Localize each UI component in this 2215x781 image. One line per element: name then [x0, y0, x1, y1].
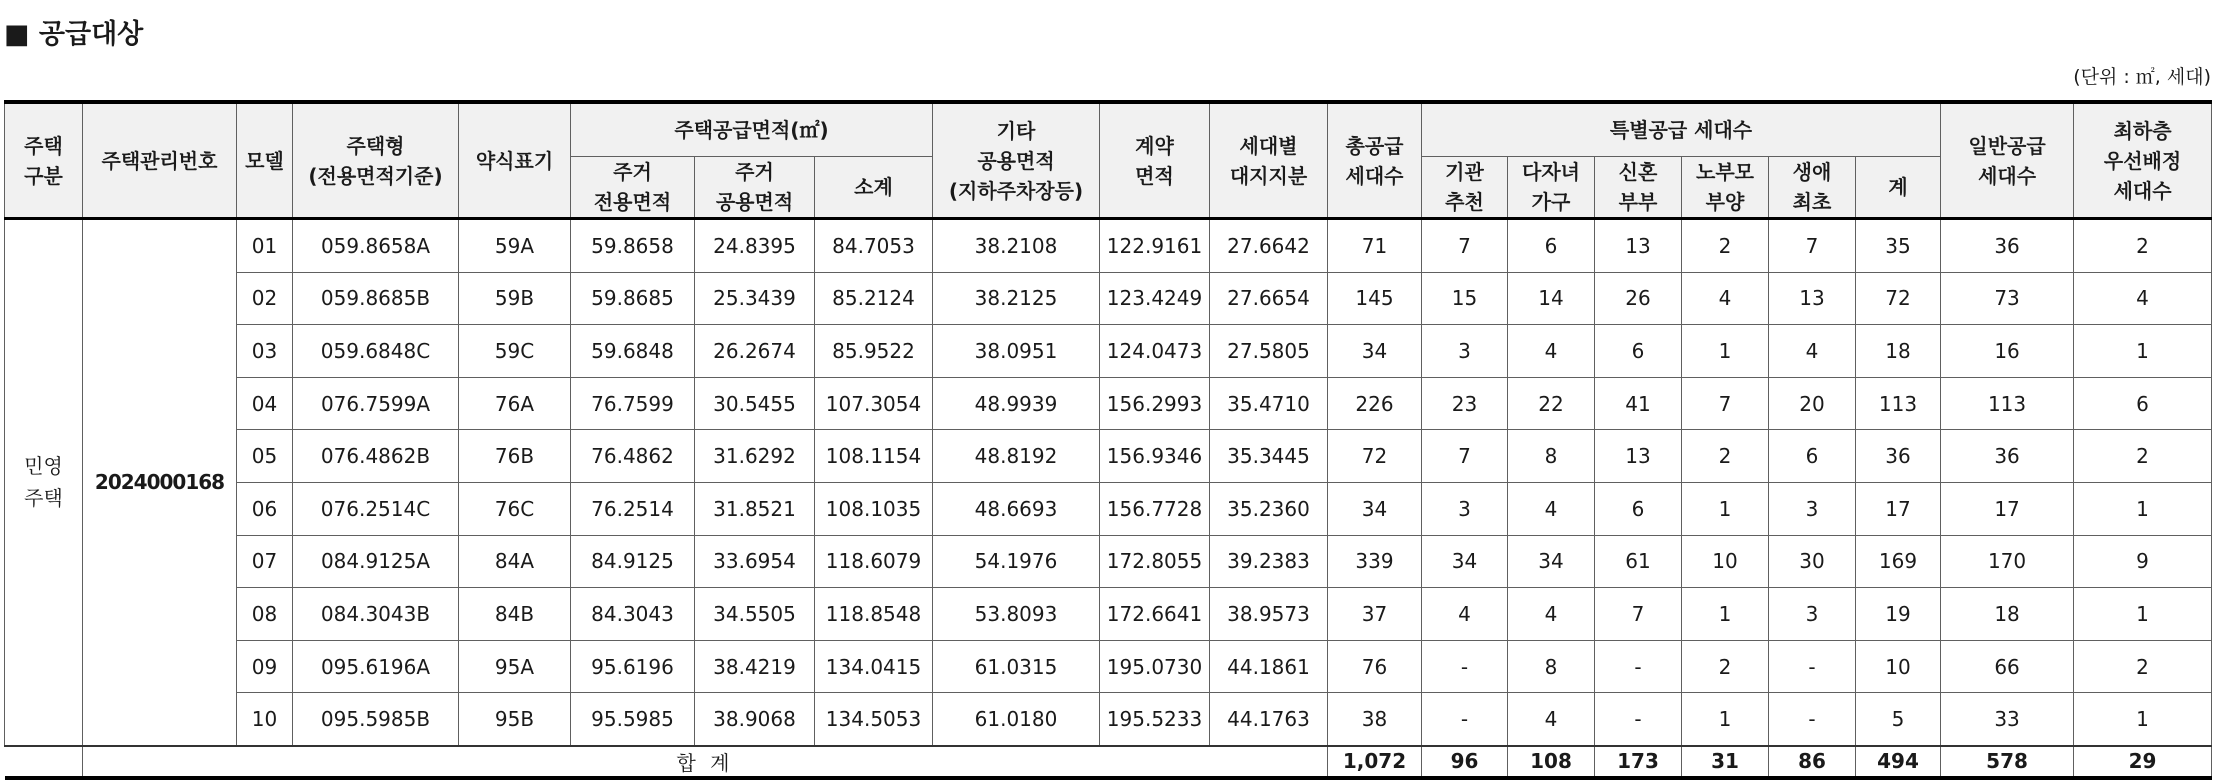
cell-general: 170	[1941, 535, 2074, 588]
cell-land: 35.2360	[1210, 482, 1328, 535]
cell-first: 3	[1769, 482, 1856, 535]
cell-inst: 23	[1422, 377, 1508, 430]
cell-lowest: 1	[2074, 325, 2212, 378]
cell-comm: 24.8395	[695, 219, 815, 273]
cell-lowest: 1	[2074, 693, 2212, 746]
header-exclusive-area: 주거 전용면적	[571, 157, 695, 219]
cell-model: 01	[237, 219, 293, 273]
table-row	[5, 272, 2212, 325]
cell-newly: 26	[1595, 272, 1682, 325]
cell-contract: 156.7728	[1100, 482, 1210, 535]
cell-total: 71	[1328, 219, 1422, 273]
total-ssum: 494	[1856, 746, 1941, 778]
cell-comm: 31.6292	[695, 430, 815, 483]
cell-land: 38.9573	[1210, 588, 1328, 641]
cell-first: 13	[1769, 272, 1856, 325]
header-row-1	[5, 102, 2212, 157]
cell-general: 18	[1941, 588, 2074, 641]
cell-short: 59A	[459, 219, 571, 273]
header-short-name: 약식표기	[459, 102, 571, 219]
cell-comm: 31.8521	[695, 482, 815, 535]
table-row	[5, 693, 2212, 746]
table-row	[5, 640, 2212, 693]
cell-general: 17	[1941, 482, 2074, 535]
cell-contract: 195.0730	[1100, 640, 1210, 693]
cell-contract: 195.5233	[1100, 693, 1210, 746]
cell-excl: 76.4862	[571, 430, 695, 483]
cell-lowest: 1	[2074, 482, 2212, 535]
cell-elder: 1	[1682, 588, 1769, 641]
header-special-group: 특별공급 세대수	[1422, 102, 1941, 157]
cell-short: 59C	[459, 325, 571, 378]
header-total-supply: 총공급 세대수	[1328, 102, 1422, 219]
cell-first: -	[1769, 693, 1856, 746]
cell-inst: 3	[1422, 482, 1508, 535]
table-row	[5, 588, 2212, 641]
cell-short: 59B	[459, 272, 571, 325]
cell-other: 61.0315	[933, 640, 1100, 693]
cell-type: 076.2514C	[293, 482, 459, 535]
table-row	[5, 219, 2212, 273]
table-row	[5, 377, 2212, 430]
header-institution: 기관 추천	[1422, 157, 1508, 219]
cell-short: 95B	[459, 693, 571, 746]
cell-land: 44.1861	[1210, 640, 1328, 693]
cell-elder: 1	[1682, 693, 1769, 746]
cell-type: 076.4862B	[293, 430, 459, 483]
cell-comm: 38.9068	[695, 693, 815, 746]
cell-comm: 30.5455	[695, 377, 815, 430]
cell-model: 05	[237, 430, 293, 483]
cell-elder: 2	[1682, 430, 1769, 483]
table-body	[5, 219, 2212, 778]
cell-general: 36	[1941, 219, 2074, 273]
cell-short: 76A	[459, 377, 571, 430]
cell-contract: 172.6641	[1100, 588, 1210, 641]
cell-newly: 13	[1595, 219, 1682, 273]
cell-comm: 33.6954	[695, 535, 815, 588]
cell-total: 34	[1328, 325, 1422, 378]
cell-other: 48.6693	[933, 482, 1100, 535]
total-newly: 173	[1595, 746, 1682, 778]
header-first-time: 생애 최초	[1769, 157, 1856, 219]
total-row	[5, 746, 2212, 778]
cell-land: 35.4710	[1210, 377, 1328, 430]
cell-first: 20	[1769, 377, 1856, 430]
total-total: 1,072	[1328, 746, 1422, 778]
cell-elder: 2	[1682, 640, 1769, 693]
cell-sub: 134.0415	[815, 640, 933, 693]
cell-first: 3	[1769, 588, 1856, 641]
cell-elder: 10	[1682, 535, 1769, 588]
cell-ssum: 10	[1856, 640, 1941, 693]
cell-type: 084.9125A	[293, 535, 459, 588]
cell-other: 54.1976	[933, 535, 1100, 588]
cell-general: 73	[1941, 272, 2074, 325]
header-management-no: 주택관리번호	[83, 102, 237, 219]
unit-note: (단위 : ㎡, 세대)	[2073, 66, 2211, 88]
header-multi-child: 다자녀 가구	[1508, 157, 1595, 219]
cell-other: 61.0180	[933, 693, 1100, 746]
cell-comm: 34.5505	[695, 588, 815, 641]
cell-comm: 38.4219	[695, 640, 815, 693]
header-special-sum: 계	[1856, 157, 1941, 219]
cell-ssum: 18	[1856, 325, 1941, 378]
cell-ssum: 169	[1856, 535, 1941, 588]
cell-sub: 118.8548	[815, 588, 933, 641]
cell-multi: 4	[1508, 693, 1595, 746]
header-elderly: 노부모 부양	[1682, 157, 1769, 219]
cell-lowest: 2	[2074, 430, 2212, 483]
cell-newly: 13	[1595, 430, 1682, 483]
cell-inst: 15	[1422, 272, 1508, 325]
cell-short: 76B	[459, 430, 571, 483]
cell-multi: 4	[1508, 482, 1595, 535]
cell-lowest: 2	[2074, 219, 2212, 273]
cell-ssum: 113	[1856, 377, 1941, 430]
cell-general: 33	[1941, 693, 2074, 746]
table-row	[5, 535, 2212, 588]
cell-sub: 85.2124	[815, 272, 933, 325]
cell-elder: 1	[1682, 482, 1769, 535]
cell-comm: 26.2674	[695, 325, 815, 378]
cell-first: -	[1769, 640, 1856, 693]
cell-general: 16	[1941, 325, 2074, 378]
cell-inst: 7	[1422, 430, 1508, 483]
cell-multi: 8	[1508, 430, 1595, 483]
cell-lowest: 9	[2074, 535, 2212, 588]
cell-multi: 4	[1508, 588, 1595, 641]
cell-model: 08	[237, 588, 293, 641]
cell-first: 30	[1769, 535, 1856, 588]
cell-model: 04	[237, 377, 293, 430]
cell-model: 06	[237, 482, 293, 535]
cell-excl: 59.8685	[571, 272, 695, 325]
header-common-area: 주거 공용면적	[695, 157, 815, 219]
total-lowest: 29	[2074, 746, 2212, 778]
cell-short: 84B	[459, 588, 571, 641]
cell-excl: 95.6196	[571, 640, 695, 693]
table-row	[5, 325, 2212, 378]
cell-ssum: 19	[1856, 588, 1941, 641]
cell-type: 059.6848C	[293, 325, 459, 378]
cell-excl: 84.9125	[571, 535, 695, 588]
cell-total: 76	[1328, 640, 1422, 693]
cell-ssum: 36	[1856, 430, 1941, 483]
cell-elder: 1	[1682, 325, 1769, 378]
header-general-supply: 일반공급 세대수	[1941, 102, 2074, 219]
cell-newly: -	[1595, 640, 1682, 693]
total-blank-cell	[5, 746, 83, 778]
cell-elder: 4	[1682, 272, 1769, 325]
cell-short: 95A	[459, 640, 571, 693]
total-inst: 96	[1422, 746, 1508, 778]
cell-multi: 34	[1508, 535, 1595, 588]
cell-model: 07	[237, 535, 293, 588]
cell-multi: 4	[1508, 325, 1595, 378]
cell-total: 72	[1328, 430, 1422, 483]
cell-total: 37	[1328, 588, 1422, 641]
cell-multi: 8	[1508, 640, 1595, 693]
cell-total: 38	[1328, 693, 1422, 746]
cell-lowest: 6	[2074, 377, 2212, 430]
cell-contract: 122.9161	[1100, 219, 1210, 273]
cell-type: 076.7599A	[293, 377, 459, 430]
cell-other: 38.0951	[933, 325, 1100, 378]
cell-contract: 124.0473	[1100, 325, 1210, 378]
cell-contract: 156.9346	[1100, 430, 1210, 483]
cell-inst: 7	[1422, 219, 1508, 273]
cell-lowest: 1	[2074, 588, 2212, 641]
cell-general: 36	[1941, 430, 2074, 483]
cell-type: 095.6196A	[293, 640, 459, 693]
cell-elder: 7	[1682, 377, 1769, 430]
cell-sub: 107.3054	[815, 377, 933, 430]
cell-first: 6	[1769, 430, 1856, 483]
cell-excl: 95.5985	[571, 693, 695, 746]
cell-total: 226	[1328, 377, 1422, 430]
housing-type-cell: 민영 주택	[5, 219, 83, 746]
cell-excl: 59.8658	[571, 219, 695, 273]
cell-land: 39.2383	[1210, 535, 1328, 588]
header-lowest-floor: 최하층 우선배정 세대수	[2074, 102, 2212, 219]
cell-ssum: 72	[1856, 272, 1941, 325]
cell-model: 09	[237, 640, 293, 693]
cell-sub: 108.1154	[815, 430, 933, 483]
cell-newly: 6	[1595, 482, 1682, 535]
cell-ssum: 35	[1856, 219, 1941, 273]
header-model: 모델	[237, 102, 293, 219]
cell-type: 095.5985B	[293, 693, 459, 746]
cell-contract: 123.4249	[1100, 272, 1210, 325]
header-newlywed: 신혼 부부	[1595, 157, 1682, 219]
cell-other: 38.2108	[933, 219, 1100, 273]
cell-comm: 25.3439	[695, 272, 815, 325]
header-other-common: 기타 공용면적 (지하주차장등)	[933, 102, 1100, 219]
total-multi: 108	[1508, 746, 1595, 778]
cell-first: 7	[1769, 219, 1856, 273]
cell-land: 44.1763	[1210, 693, 1328, 746]
cell-newly: 7	[1595, 588, 1682, 641]
cell-excl: 59.6848	[571, 325, 695, 378]
header-house-type: 주택형 (전용면적기준)	[293, 102, 459, 219]
header-housing-type: 주택 구분	[5, 102, 83, 219]
cell-newly: 61	[1595, 535, 1682, 588]
cell-excl: 76.2514	[571, 482, 695, 535]
cell-total: 145	[1328, 272, 1422, 325]
cell-ssum: 17	[1856, 482, 1941, 535]
cell-inst: 34	[1422, 535, 1508, 588]
cell-lowest: 2	[2074, 640, 2212, 693]
cell-sub: 134.5053	[815, 693, 933, 746]
cell-model: 02	[237, 272, 293, 325]
cell-contract: 156.2993	[1100, 377, 1210, 430]
cell-general: 113	[1941, 377, 2074, 430]
cell-general: 66	[1941, 640, 2074, 693]
cell-multi: 6	[1508, 219, 1595, 273]
cell-short: 84A	[459, 535, 571, 588]
cell-land: 27.6654	[1210, 272, 1328, 325]
cell-ssum: 5	[1856, 693, 1941, 746]
cell-inst: -	[1422, 693, 1508, 746]
cell-inst: 3	[1422, 325, 1508, 378]
total-first: 86	[1769, 746, 1856, 778]
cell-excl: 76.7599	[571, 377, 695, 430]
supply-table	[4, 100, 2212, 780]
cell-sub: 84.7053	[815, 219, 933, 273]
header-supply-area-group: 주택공급면적(㎡)	[571, 102, 933, 157]
cell-model: 03	[237, 325, 293, 378]
cell-land: 27.6642	[1210, 219, 1328, 273]
cell-elder: 2	[1682, 219, 1769, 273]
total-label: 합 계	[83, 746, 1328, 778]
cell-lowest: 4	[2074, 272, 2212, 325]
table-row	[5, 482, 2212, 535]
cell-sub: 108.1035	[815, 482, 933, 535]
cell-other: 53.8093	[933, 588, 1100, 641]
cell-short: 76C	[459, 482, 571, 535]
cell-inst: 4	[1422, 588, 1508, 641]
cell-land: 35.3445	[1210, 430, 1328, 483]
table-row	[5, 430, 2212, 483]
header-subtotal: 소계	[815, 157, 933, 219]
cell-newly: -	[1595, 693, 1682, 746]
management-no-cell: 2024000168	[83, 219, 237, 746]
cell-total: 34	[1328, 482, 1422, 535]
cell-type: 059.8685B	[293, 272, 459, 325]
cell-type: 084.3043B	[293, 588, 459, 641]
cell-multi: 14	[1508, 272, 1595, 325]
page-title: ■ 공급대상	[4, 19, 144, 50]
total-elder: 31	[1682, 746, 1769, 778]
cell-newly: 41	[1595, 377, 1682, 430]
cell-newly: 6	[1595, 325, 1682, 378]
cell-multi: 22	[1508, 377, 1595, 430]
header-land-share: 세대별 대지지분	[1210, 102, 1328, 219]
total-general: 578	[1941, 746, 2074, 778]
cell-sub: 118.6079	[815, 535, 933, 588]
cell-other: 38.2125	[933, 272, 1100, 325]
cell-type: 059.8658A	[293, 219, 459, 273]
header-contract-area: 계약 면적	[1100, 102, 1210, 219]
cell-other: 48.9939	[933, 377, 1100, 430]
cell-inst: -	[1422, 640, 1508, 693]
cell-other: 48.8192	[933, 430, 1100, 483]
cell-contract: 172.8055	[1100, 535, 1210, 588]
cell-model: 10	[237, 693, 293, 746]
cell-total: 339	[1328, 535, 1422, 588]
cell-sub: 85.9522	[815, 325, 933, 378]
cell-land: 27.5805	[1210, 325, 1328, 378]
cell-first: 4	[1769, 325, 1856, 378]
cell-excl: 84.3043	[571, 588, 695, 641]
